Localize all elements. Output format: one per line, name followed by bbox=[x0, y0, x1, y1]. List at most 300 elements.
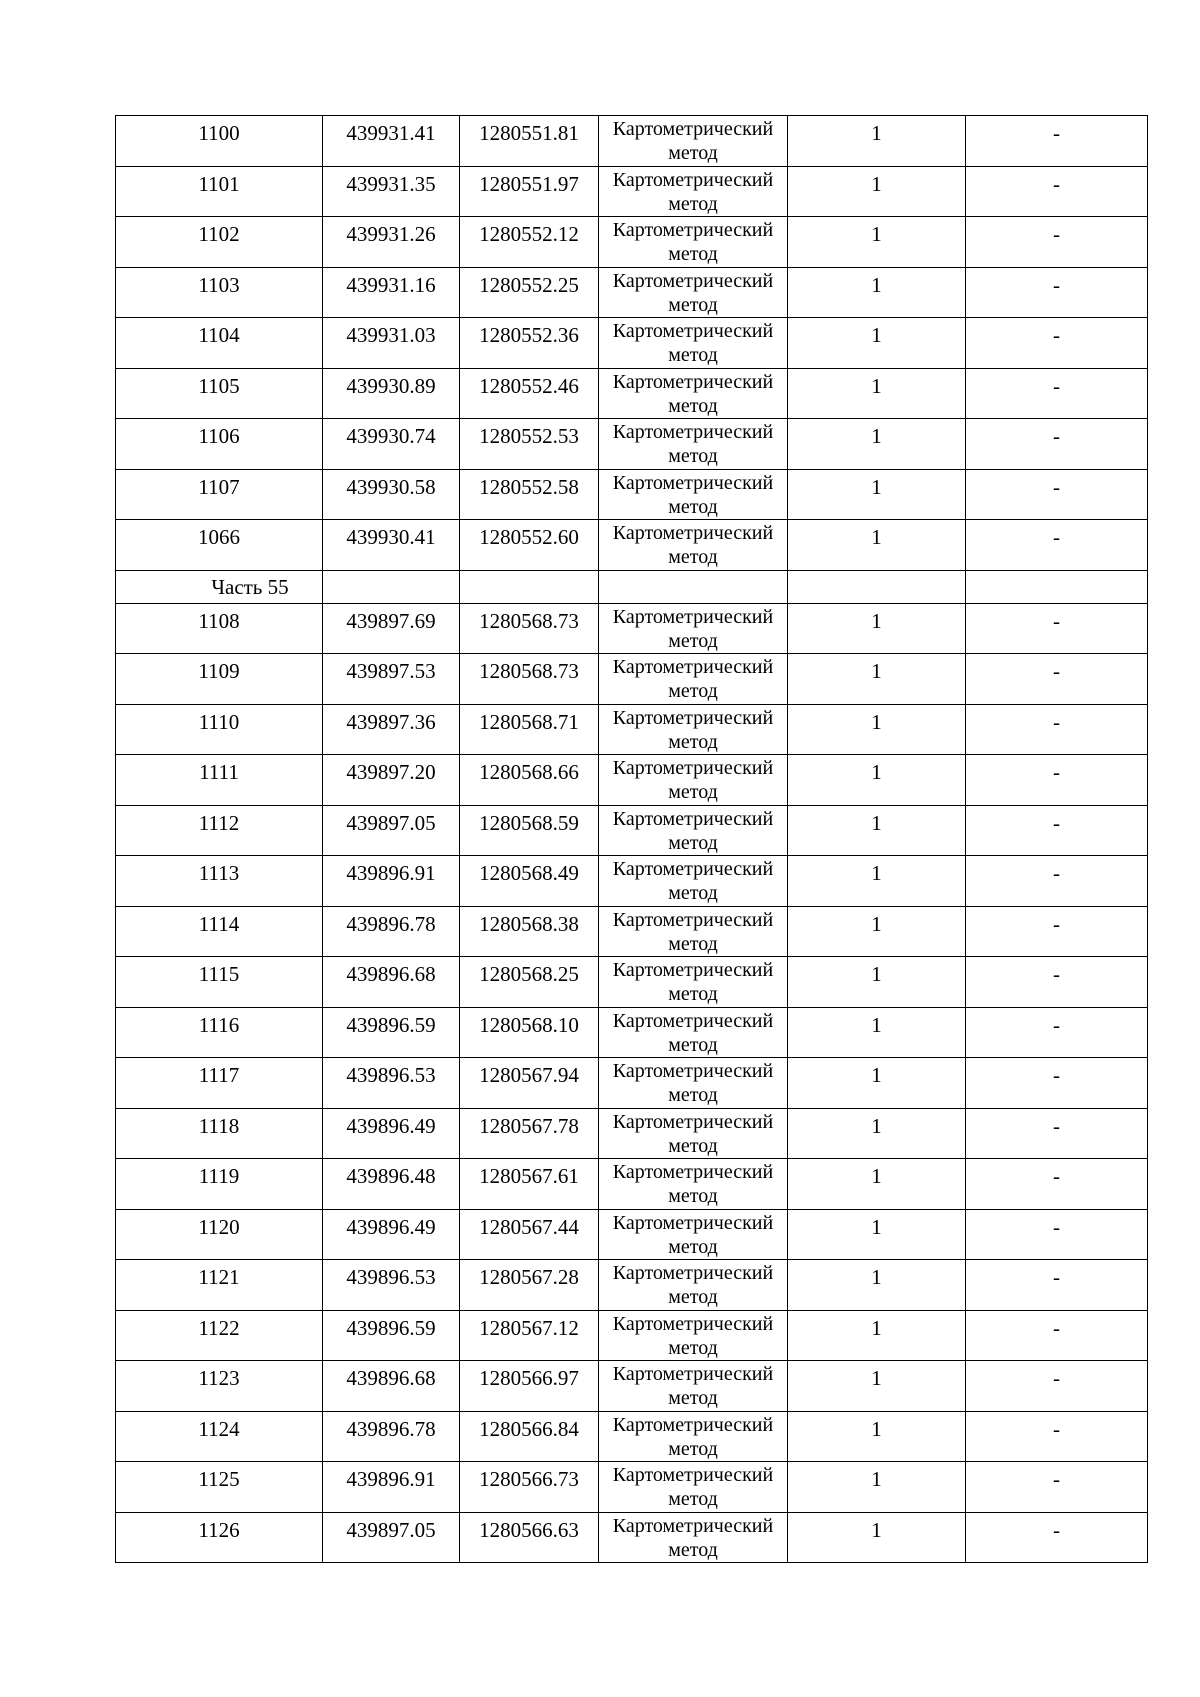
method-text bbox=[599, 1513, 787, 1562]
method-cell bbox=[599, 318, 788, 369]
method-line-1: Картометрический bbox=[612, 1161, 774, 1183]
x-coordinate-cell bbox=[323, 1007, 460, 1058]
method-text bbox=[599, 755, 787, 804]
x-coordinate-cell bbox=[323, 520, 460, 571]
point-number-cell bbox=[116, 1310, 323, 1361]
note-value: - bbox=[1053, 861, 1060, 885]
point-number: 1125 bbox=[198, 1467, 240, 1491]
note-value: - bbox=[1053, 373, 1060, 398]
point-number: 1119 bbox=[198, 1164, 240, 1188]
table-row bbox=[116, 368, 1148, 419]
empty-cell bbox=[323, 570, 460, 603]
note-value: - bbox=[1053, 272, 1060, 297]
method-line-1: Картометрический bbox=[612, 269, 774, 292]
y-coordinate-cell bbox=[460, 166, 599, 217]
method-text bbox=[599, 856, 787, 905]
method-line-2: метод bbox=[668, 1538, 718, 1561]
point-number-cell bbox=[116, 957, 323, 1008]
note-cell bbox=[966, 116, 1148, 167]
point-number: 1100 bbox=[198, 121, 240, 145]
y-coordinate-cell bbox=[460, 856, 599, 907]
note-value: - bbox=[1053, 962, 1060, 986]
y-coordinate: 1280566.97 bbox=[479, 1366, 579, 1390]
x-coordinate-cell bbox=[323, 267, 460, 318]
point-number: 1109 bbox=[198, 659, 240, 683]
point-number-cell bbox=[116, 368, 323, 419]
y-coordinate-cell bbox=[460, 1007, 599, 1058]
empty-cell bbox=[788, 570, 966, 603]
accuracy-cell bbox=[788, 704, 966, 755]
note-value: - bbox=[1053, 1315, 1060, 1340]
x-coordinate: 439897.05 bbox=[346, 1517, 436, 1542]
point-number-cell bbox=[116, 1260, 323, 1311]
part-header-row bbox=[116, 570, 1148, 603]
point-number: 1124 bbox=[198, 1416, 240, 1441]
y-coordinate-cell bbox=[460, 267, 599, 318]
y-coordinate: 1280568.73 bbox=[479, 659, 579, 683]
note-cell bbox=[966, 419, 1148, 470]
table-row bbox=[116, 805, 1148, 856]
x-coordinate: 439931.16 bbox=[346, 272, 436, 297]
y-coordinate: 1280552.12 bbox=[479, 222, 579, 246]
accuracy-cell bbox=[788, 1512, 966, 1563]
accuracy-cell bbox=[788, 1260, 966, 1311]
y-coordinate: 1280552.25 bbox=[479, 272, 579, 297]
accuracy-value: 1 bbox=[871, 861, 882, 885]
accuracy-value: 1 bbox=[871, 424, 882, 448]
method-text bbox=[599, 167, 787, 216]
method-cell bbox=[599, 1058, 788, 1109]
point-number-cell bbox=[116, 116, 323, 167]
method-cell bbox=[599, 1209, 788, 1260]
note-cell bbox=[966, 1411, 1148, 1462]
method-text bbox=[599, 907, 787, 956]
x-coordinate-cell bbox=[323, 1108, 460, 1159]
x-coordinate: 439896.68 bbox=[346, 1366, 436, 1390]
method-line-1: Картометрический bbox=[612, 757, 774, 779]
table-row bbox=[116, 1512, 1148, 1563]
table-row bbox=[116, 1007, 1148, 1058]
note-cell bbox=[966, 704, 1148, 755]
method-line-2: метод bbox=[668, 1235, 718, 1258]
note-value: - bbox=[1053, 525, 1060, 549]
x-coordinate: 439897.05 bbox=[346, 810, 436, 835]
note-cell bbox=[966, 368, 1148, 419]
method-line-2: метод bbox=[668, 1134, 718, 1157]
method-text bbox=[599, 1210, 787, 1259]
note-value: - bbox=[1053, 1517, 1060, 1542]
method-text bbox=[599, 318, 787, 367]
method-cell bbox=[599, 1512, 788, 1563]
point-number-cell bbox=[116, 267, 323, 318]
note-cell bbox=[966, 755, 1148, 806]
method-text bbox=[599, 654, 787, 703]
accuracy-cell bbox=[788, 217, 966, 268]
accuracy-cell bbox=[788, 1108, 966, 1159]
method-cell bbox=[599, 1462, 788, 1513]
point-number-cell bbox=[116, 1159, 323, 1210]
point-number: 1110 bbox=[198, 709, 240, 734]
point-number: 1113 bbox=[198, 861, 240, 885]
y-coordinate: 1280551.81 bbox=[479, 121, 579, 145]
note-value: - bbox=[1053, 760, 1060, 784]
method-line-2: метод bbox=[668, 882, 718, 904]
accuracy-cell bbox=[788, 654, 966, 705]
x-coordinate: 439896.49 bbox=[346, 1113, 436, 1138]
method-cell bbox=[599, 166, 788, 217]
method-line-2: метод bbox=[668, 192, 718, 215]
method-line-1: Картометрический bbox=[612, 605, 774, 628]
accuracy-value: 1 bbox=[871, 1315, 882, 1340]
x-coordinate: 439897.20 bbox=[346, 760, 436, 784]
note-cell bbox=[966, 856, 1148, 907]
method-cell bbox=[599, 755, 788, 806]
table-row bbox=[116, 217, 1148, 268]
y-coordinate: 1280566.63 bbox=[479, 1517, 579, 1542]
x-coordinate-cell bbox=[323, 654, 460, 705]
note-value: - bbox=[1053, 424, 1060, 448]
table-row bbox=[116, 1310, 1148, 1361]
accuracy-cell bbox=[788, 166, 966, 217]
method-text bbox=[599, 1109, 787, 1158]
method-line-2: метод bbox=[668, 983, 718, 1005]
y-coordinate: 1280568.71 bbox=[479, 709, 579, 734]
note-value: - bbox=[1053, 171, 1060, 196]
accuracy-value: 1 bbox=[871, 760, 882, 784]
point-number-cell bbox=[116, 1209, 323, 1260]
point-number: 1114 bbox=[198, 911, 240, 936]
x-coordinate-cell bbox=[323, 704, 460, 755]
point-number-cell bbox=[116, 704, 323, 755]
x-coordinate-cell bbox=[323, 1361, 460, 1412]
note-cell bbox=[966, 1361, 1148, 1412]
y-coordinate-cell bbox=[460, 1411, 599, 1462]
coordinates-table-body bbox=[116, 116, 1148, 1563]
table-row bbox=[116, 906, 1148, 957]
point-number-cell bbox=[116, 906, 323, 957]
table-row bbox=[116, 1411, 1148, 1462]
note-value: - bbox=[1053, 1265, 1060, 1289]
note-cell bbox=[966, 906, 1148, 957]
method-line-2: метод bbox=[668, 781, 718, 803]
x-coordinate: 439896.49 bbox=[346, 1214, 436, 1239]
method-line-1: Картометрический bbox=[612, 118, 774, 140]
x-coordinate: 439931.26 bbox=[346, 222, 436, 246]
x-coordinate: 439896.59 bbox=[346, 1315, 436, 1340]
accuracy-cell bbox=[788, 856, 966, 907]
method-line-2: метод bbox=[668, 730, 718, 753]
accuracy-cell bbox=[788, 520, 966, 571]
y-coordinate: 1280568.66 bbox=[479, 760, 579, 784]
method-line-1: Картометрический bbox=[612, 1312, 774, 1335]
accuracy-cell bbox=[788, 1462, 966, 1513]
note-value: - bbox=[1053, 222, 1060, 246]
point-number: 1121 bbox=[198, 1265, 240, 1289]
point-number-cell bbox=[116, 1007, 323, 1058]
method-line-2: метод bbox=[668, 1336, 718, 1359]
point-number: 1126 bbox=[198, 1517, 240, 1542]
method-line-2: метод bbox=[668, 293, 718, 316]
point-number: 1107 bbox=[198, 474, 240, 499]
method-line-1: Картометрический bbox=[612, 1211, 774, 1234]
y-coordinate-cell bbox=[460, 1512, 599, 1563]
method-line-1: Картометрический bbox=[612, 1464, 774, 1486]
x-coordinate-cell bbox=[323, 755, 460, 806]
accuracy-value: 1 bbox=[871, 171, 882, 196]
table-row bbox=[116, 1108, 1148, 1159]
method-text bbox=[599, 1462, 787, 1511]
method-text bbox=[599, 1361, 787, 1410]
method-cell bbox=[599, 217, 788, 268]
method-text bbox=[599, 806, 787, 855]
method-line-2: метод bbox=[668, 546, 718, 568]
note-value: - bbox=[1053, 323, 1060, 347]
note-cell bbox=[966, 1512, 1148, 1563]
table-row bbox=[116, 1209, 1148, 1260]
point-number: 1123 bbox=[198, 1366, 240, 1390]
y-coordinate-cell bbox=[460, 116, 599, 167]
x-coordinate-cell bbox=[323, 1310, 460, 1361]
y-coordinate: 1280566.84 bbox=[479, 1416, 579, 1441]
method-line-2: метод bbox=[668, 932, 718, 955]
note-value: - bbox=[1053, 1366, 1060, 1390]
accuracy-cell bbox=[788, 1411, 966, 1462]
point-number-cell bbox=[116, 318, 323, 369]
point-number: 1105 bbox=[198, 373, 240, 398]
method-cell bbox=[599, 419, 788, 470]
method-line-1: Картометрический bbox=[612, 706, 774, 729]
method-cell bbox=[599, 520, 788, 571]
note-cell bbox=[966, 805, 1148, 856]
note-cell bbox=[966, 166, 1148, 217]
x-coordinate: 439931.35 bbox=[346, 171, 436, 196]
method-line-1: Картометрический bbox=[612, 1009, 774, 1032]
point-number-cell bbox=[116, 856, 323, 907]
point-number: 1106 bbox=[198, 424, 240, 448]
accuracy-value: 1 bbox=[871, 1164, 882, 1188]
y-coordinate: 1280568.10 bbox=[479, 1012, 579, 1037]
table-row bbox=[116, 1159, 1148, 1210]
x-coordinate: 439930.89 bbox=[346, 373, 436, 398]
part-label: Часть 55 bbox=[211, 574, 289, 599]
method-line-2: метод bbox=[668, 344, 718, 366]
y-coordinate: 1280552.53 bbox=[479, 424, 579, 448]
x-coordinate-cell bbox=[323, 805, 460, 856]
x-coordinate: 439896.78 bbox=[346, 1416, 436, 1441]
method-line-2: метод bbox=[668, 495, 718, 518]
note-cell bbox=[966, 1108, 1148, 1159]
accuracy-cell bbox=[788, 318, 966, 369]
point-number: 1118 bbox=[198, 1113, 240, 1138]
note-value: - bbox=[1053, 709, 1060, 734]
note-cell bbox=[966, 1058, 1148, 1109]
method-text bbox=[599, 217, 787, 266]
method-text bbox=[599, 268, 787, 317]
x-coordinate-cell bbox=[323, 1512, 460, 1563]
method-text bbox=[599, 419, 787, 468]
x-coordinate: 439896.91 bbox=[346, 1467, 436, 1491]
y-coordinate: 1280567.78 bbox=[479, 1113, 579, 1138]
x-coordinate-cell bbox=[323, 1260, 460, 1311]
accuracy-value: 1 bbox=[871, 709, 882, 734]
point-number-cell bbox=[116, 520, 323, 571]
point-number-cell bbox=[116, 1361, 323, 1412]
accuracy-value: 1 bbox=[871, 1063, 882, 1087]
method-text bbox=[599, 1008, 787, 1057]
x-coordinate-cell bbox=[323, 1462, 460, 1513]
method-line-1: Картометрический bbox=[612, 656, 774, 678]
coordinates-table bbox=[115, 115, 1148, 1563]
point-number-cell bbox=[116, 469, 323, 520]
y-coordinate-cell bbox=[460, 654, 599, 705]
point-number-cell bbox=[116, 1512, 323, 1563]
point-number-cell bbox=[116, 1058, 323, 1109]
method-line-1: Картометрический bbox=[612, 168, 774, 191]
y-coordinate: 1280568.59 bbox=[479, 810, 579, 835]
accuracy-cell bbox=[788, 1310, 966, 1361]
point-number-cell bbox=[116, 1462, 323, 1513]
table-row bbox=[116, 1260, 1148, 1311]
accuracy-cell bbox=[788, 469, 966, 520]
part-label-cell bbox=[116, 570, 323, 603]
y-coordinate: 1280567.12 bbox=[479, 1315, 579, 1340]
x-coordinate: 439896.48 bbox=[346, 1164, 436, 1188]
x-coordinate: 439930.58 bbox=[346, 474, 436, 499]
y-coordinate: 1280568.25 bbox=[479, 962, 579, 986]
table-row bbox=[116, 856, 1148, 907]
y-coordinate-cell bbox=[460, 368, 599, 419]
y-coordinate-cell bbox=[460, 217, 599, 268]
x-coordinate: 439897.69 bbox=[346, 608, 436, 633]
note-cell bbox=[966, 267, 1148, 318]
accuracy-cell bbox=[788, 267, 966, 318]
accuracy-cell bbox=[788, 1361, 966, 1412]
point-number: 1104 bbox=[198, 323, 240, 347]
method-line-2: метод bbox=[668, 1488, 718, 1510]
y-coordinate-cell bbox=[460, 318, 599, 369]
table-row bbox=[116, 704, 1148, 755]
table-row bbox=[116, 267, 1148, 318]
x-coordinate-cell bbox=[323, 116, 460, 167]
table-row bbox=[116, 1058, 1148, 1109]
y-coordinate: 1280567.44 bbox=[479, 1214, 579, 1239]
y-coordinate: 1280552.60 bbox=[479, 525, 579, 549]
accuracy-value: 1 bbox=[871, 1214, 882, 1239]
accuracy-value: 1 bbox=[871, 1366, 882, 1390]
note-cell bbox=[966, 603, 1148, 654]
accuracy-cell bbox=[788, 1209, 966, 1260]
method-line-1: Картометрический bbox=[612, 1514, 774, 1537]
method-line-1: Картометрический bbox=[612, 1262, 774, 1284]
note-cell bbox=[966, 1260, 1148, 1311]
method-line-2: метод bbox=[668, 1033, 718, 1056]
accuracy-value: 1 bbox=[871, 1517, 882, 1542]
note-value: - bbox=[1053, 1063, 1060, 1087]
table-row bbox=[116, 469, 1148, 520]
point-number-cell bbox=[116, 603, 323, 654]
note-value: - bbox=[1053, 474, 1060, 499]
accuracy-cell bbox=[788, 805, 966, 856]
method-cell bbox=[599, 957, 788, 1008]
x-coordinate-cell bbox=[323, 1159, 460, 1210]
accuracy-value: 1 bbox=[871, 373, 882, 398]
point-number-cell bbox=[116, 217, 323, 268]
note-cell bbox=[966, 1007, 1148, 1058]
x-coordinate-cell bbox=[323, 1411, 460, 1462]
note-value: - bbox=[1053, 608, 1060, 633]
table-row bbox=[116, 1361, 1148, 1412]
x-coordinate-cell bbox=[323, 469, 460, 520]
method-line-1: Картометрический bbox=[612, 858, 774, 880]
accuracy-cell bbox=[788, 1007, 966, 1058]
method-cell bbox=[599, 469, 788, 520]
point-number-cell bbox=[116, 805, 323, 856]
y-coordinate: 1280568.49 bbox=[479, 861, 579, 885]
method-line-2: метод bbox=[668, 1286, 718, 1308]
point-number: 1122 bbox=[198, 1315, 240, 1340]
note-value: - bbox=[1053, 810, 1060, 835]
method-text bbox=[599, 1260, 787, 1309]
method-line-2: метод bbox=[668, 445, 718, 467]
accuracy-value: 1 bbox=[871, 1265, 882, 1289]
accuracy-value: 1 bbox=[871, 474, 882, 499]
x-coordinate: 439931.03 bbox=[346, 323, 436, 347]
method-line-1: Картометрический bbox=[612, 959, 774, 981]
y-coordinate-cell bbox=[460, 419, 599, 470]
note-cell bbox=[966, 1209, 1148, 1260]
method-line-1: Картометрический bbox=[612, 807, 774, 830]
method-line-1: Картометрический bbox=[612, 471, 774, 494]
accuracy-value: 1 bbox=[871, 1012, 882, 1037]
method-text bbox=[599, 470, 787, 519]
x-coordinate-cell bbox=[323, 318, 460, 369]
point-number: 1102 bbox=[198, 222, 240, 246]
note-value: - bbox=[1053, 1467, 1060, 1491]
y-coordinate-cell bbox=[460, 1310, 599, 1361]
method-text bbox=[599, 116, 787, 165]
accuracy-value: 1 bbox=[871, 608, 882, 633]
method-cell bbox=[599, 603, 788, 654]
table-row bbox=[116, 1462, 1148, 1513]
method-cell bbox=[599, 856, 788, 907]
method-cell bbox=[599, 1108, 788, 1159]
note-cell bbox=[966, 1310, 1148, 1361]
y-coordinate: 1280568.73 bbox=[479, 608, 579, 633]
accuracy-value: 1 bbox=[871, 272, 882, 297]
y-coordinate: 1280552.36 bbox=[479, 323, 579, 347]
note-value: - bbox=[1053, 911, 1060, 936]
method-text bbox=[599, 604, 787, 653]
method-cell bbox=[599, 1411, 788, 1462]
accuracy-value: 1 bbox=[871, 222, 882, 246]
y-coordinate: 1280552.58 bbox=[479, 474, 579, 499]
accuracy-cell bbox=[788, 1159, 966, 1210]
y-coordinate-cell bbox=[460, 906, 599, 957]
method-line-2: метод bbox=[668, 142, 718, 164]
x-coordinate-cell bbox=[323, 957, 460, 1008]
point-number: 1103 bbox=[198, 272, 240, 297]
accuracy-cell bbox=[788, 1058, 966, 1109]
method-line-2: метод bbox=[668, 831, 718, 854]
accuracy-cell bbox=[788, 957, 966, 1008]
point-number: 1120 bbox=[198, 1214, 240, 1239]
y-coordinate: 1280567.61 bbox=[479, 1164, 579, 1188]
y-coordinate-cell bbox=[460, 1260, 599, 1311]
y-coordinate: 1280567.28 bbox=[479, 1265, 579, 1289]
note-cell bbox=[966, 1159, 1148, 1210]
method-cell bbox=[599, 1361, 788, 1412]
accuracy-value: 1 bbox=[871, 810, 882, 835]
